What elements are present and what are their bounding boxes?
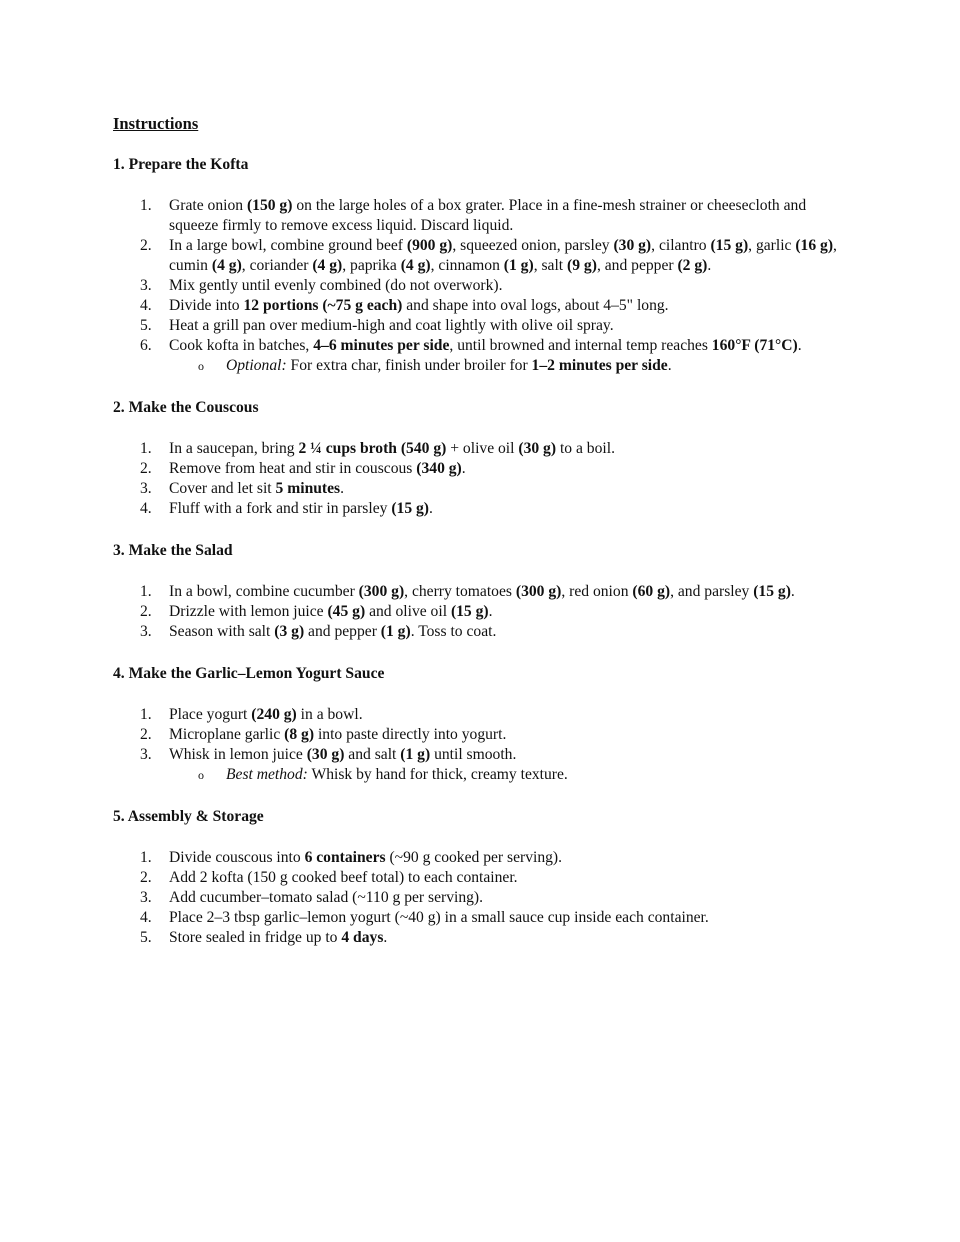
step-number: 3.	[140, 746, 152, 763]
bold-text: (15 g)	[450, 603, 489, 620]
step-item	[113, 908, 853, 928]
bold-text: (1 g)	[380, 623, 411, 640]
section-heading: 1. Prepare the Kofta	[113, 156, 249, 173]
step-item	[113, 848, 853, 868]
step-item	[113, 602, 853, 622]
step-text	[169, 909, 709, 926]
step-number: 2.	[140, 460, 152, 477]
page-title: Instructions	[113, 114, 199, 133]
step-text	[169, 460, 466, 477]
bold-text: 6 containers	[304, 849, 386, 866]
text-run: For extra char, finish under broiler for	[286, 357, 532, 374]
italic-text: Best method:	[226, 766, 308, 783]
step-text	[169, 603, 493, 620]
text-run: and shape into oval logs, about 4–5" long.	[402, 297, 669, 314]
step-text	[169, 849, 562, 866]
bold-text: 5 minutes	[275, 480, 341, 497]
bold-text: (30 g)	[306, 746, 345, 763]
section-heading: 5. Assembly & Storage	[113, 808, 264, 825]
step-item	[113, 336, 853, 376]
step-number: 4.	[140, 297, 152, 314]
bold-text: (15 g)	[710, 237, 749, 254]
bold-text: (1 g)	[400, 746, 431, 763]
bold-text: (900 g)	[406, 237, 453, 254]
text-run: Divide couscous into	[169, 849, 305, 866]
step-number: 4.	[140, 500, 152, 517]
step-item	[113, 196, 853, 236]
text-run: on the large holes of a box grater. Place in a fine-mesh strainer or cheesecloth and squeeze firmly to remove excess liquid. Discard liquid.	[169, 197, 807, 234]
step-item	[113, 459, 853, 479]
section-heading: 2. Make the Couscous	[113, 399, 259, 416]
step-item	[113, 705, 853, 725]
step-text	[169, 706, 363, 723]
bold-text: 4 days	[341, 929, 384, 946]
text-run: . Toss to coat.	[410, 623, 497, 640]
step-item	[113, 928, 853, 948]
step-item	[113, 479, 853, 499]
bold-text: (340 g)	[416, 460, 462, 477]
text-run: Add 2 kofta (150 g cooked beef total) to each container.	[169, 869, 518, 886]
text-run: .	[488, 603, 493, 620]
step-list	[113, 582, 853, 642]
bold-text: 2 ¼ cups broth (540 g)	[298, 440, 447, 457]
step-list	[113, 196, 853, 376]
text-run: In a bowl, combine cucumber	[169, 583, 359, 600]
step-item	[113, 868, 853, 888]
step-text	[169, 440, 615, 457]
bold-text: (150 g)	[246, 197, 293, 214]
text-run: (~90 g cooked per serving).	[385, 849, 563, 866]
step-number: 1.	[140, 706, 152, 723]
step-number: 5.	[140, 929, 152, 946]
text-run: Season with salt	[169, 623, 275, 640]
sub-bullet-item	[113, 765, 853, 785]
text-run: Cover and let sit	[169, 480, 276, 497]
step-number: 4.	[140, 909, 152, 926]
bold-text: (8 g)	[284, 726, 315, 743]
step-item	[113, 236, 853, 276]
text-run: , coriander	[241, 257, 313, 274]
text-run: , and parsley	[670, 583, 754, 600]
step-text	[169, 237, 837, 274]
step-list	[113, 848, 853, 948]
step-text	[169, 480, 344, 497]
text-run: Divide into	[169, 297, 244, 314]
text-run: and pepper	[304, 623, 381, 640]
sub-bullet-item	[113, 356, 853, 376]
bold-text: (60 g)	[632, 583, 671, 600]
text-run: and salt	[344, 746, 401, 763]
bullet-icon: o	[198, 768, 204, 782]
text-run: .	[707, 257, 712, 274]
text-run: Cook kofta in batches,	[169, 337, 314, 354]
step-text	[169, 746, 516, 763]
bold-text: (30 g)	[613, 237, 652, 254]
text-run: .	[797, 337, 802, 354]
bold-text: (1 g)	[503, 257, 534, 274]
text-run: .	[790, 583, 795, 600]
bold-text: (3 g)	[274, 623, 305, 640]
bullet-icon: o	[198, 359, 204, 373]
step-number: 3.	[140, 889, 152, 906]
bold-text: 4–6 minutes per side	[313, 337, 450, 354]
text-run: Drizzle with lemon juice	[169, 603, 328, 620]
section-heading: 4. Make the Garlic–Lemon Yogurt Sauce	[113, 665, 385, 682]
step-item	[113, 582, 853, 602]
step-text	[169, 500, 433, 517]
text-run: , garlic	[748, 237, 796, 254]
step-number: 2.	[140, 237, 152, 254]
step-list	[113, 439, 853, 519]
text-run: Heat a grill pan over medium-high and coat lightly with olive oil spray.	[169, 317, 614, 334]
bold-text: 12 portions (~75 g each)	[243, 297, 403, 314]
step-item	[113, 316, 853, 336]
step-number: 1.	[140, 849, 152, 866]
step-number: 1.	[140, 440, 152, 457]
step-number: 6.	[140, 337, 152, 354]
text-run: In a saucepan, bring	[169, 440, 299, 457]
step-item	[113, 499, 853, 519]
text-run: .	[340, 480, 344, 497]
bold-text: (240 g)	[251, 706, 297, 723]
step-number: 2.	[140, 869, 152, 886]
step-text	[169, 726, 506, 743]
step-text	[169, 197, 806, 234]
bold-text: (4 g)	[211, 257, 242, 274]
step-item	[113, 725, 853, 745]
text-run: into paste directly into yogurt.	[314, 726, 507, 743]
text-run: , cherry tomatoes	[404, 583, 516, 600]
step-item	[113, 296, 853, 316]
bold-text: (300 g)	[515, 583, 562, 600]
step-text	[169, 337, 802, 354]
bold-text: (9 g)	[567, 257, 597, 274]
text-run: , and pepper	[596, 257, 678, 274]
text-run: .	[383, 929, 388, 946]
step-number: 3.	[140, 623, 152, 640]
text-run: Place 2–3 tbsp garlic–lemon yogurt (~40 g) in a small sauce cup inside each container.	[169, 909, 709, 926]
text-run: Whisk in lemon juice	[169, 746, 307, 763]
text-run: Remove from heat and stir in couscous	[169, 460, 417, 477]
step-item	[113, 439, 853, 459]
bold-text: (15 g)	[753, 583, 791, 600]
text-run: Mix gently until evenly combined (do not overwork).	[169, 277, 503, 294]
step-text	[169, 297, 669, 314]
step-item	[113, 888, 853, 908]
text-run: .	[429, 500, 433, 517]
text-run: , paprika	[342, 257, 401, 274]
bold-text: (30 g)	[518, 440, 557, 457]
text-run: Whisk by hand for thick, creamy texture.	[307, 766, 568, 783]
step-number: 2.	[140, 726, 152, 743]
text-run: , squeezed onion, parsley	[452, 237, 614, 254]
text-run: , salt	[533, 257, 568, 274]
text-run: Add cucumber–tomato salad (~110 g per serving).	[169, 889, 484, 906]
step-number: 3.	[140, 277, 152, 294]
text-run: .	[461, 460, 466, 477]
text-run: Store sealed in fridge up to	[169, 929, 342, 946]
text-run: Grate onion	[169, 197, 247, 214]
bold-text: (4 g)	[400, 257, 431, 274]
step-list	[113, 705, 853, 785]
step-number: 2.	[140, 603, 152, 620]
section-heading: 3. Make the Salad	[113, 542, 233, 559]
step-text	[169, 623, 496, 640]
text-run: and olive oil	[365, 603, 451, 620]
step-text	[169, 869, 518, 886]
text-run: Microplane garlic	[169, 726, 285, 743]
text-run: Fluff with a fork and stir in parsley	[169, 500, 392, 517]
step-text	[169, 889, 483, 906]
bold-text: (45 g)	[327, 603, 366, 620]
step-text	[169, 317, 614, 334]
bold-text: (300 g)	[358, 583, 405, 600]
step-text	[169, 583, 795, 600]
step-item	[113, 745, 853, 785]
italic-text: Optional:	[226, 357, 287, 374]
step-number: 1.	[140, 583, 152, 600]
bold-text: (15 g)	[391, 500, 430, 517]
bold-text: (16 g)	[795, 237, 834, 254]
step-item	[113, 622, 853, 642]
text-run: to a boil.	[556, 440, 615, 457]
bold-text: 160°F (71°C)	[711, 337, 798, 354]
step-text	[169, 929, 387, 946]
text-run: Place yogurt	[169, 706, 252, 723]
text-run: .	[667, 357, 672, 374]
text-run: + olive oil	[446, 440, 519, 457]
text-run: , until browned and internal temp reaches	[449, 337, 712, 354]
step-item	[113, 276, 853, 296]
text-run: , red onion	[561, 583, 633, 600]
text-run: In a large bowl, combine ground beef	[169, 237, 407, 254]
bold-text: (4 g)	[312, 257, 343, 274]
bold-text: (2 g)	[677, 257, 708, 274]
bold-text: 1–2 minutes per side	[531, 357, 668, 374]
text-run: , cumin	[169, 237, 837, 274]
text-run: , cilantro	[651, 237, 711, 254]
text-run: , cinnamon	[430, 257, 504, 274]
text-run: until smooth.	[430, 746, 517, 763]
step-number: 1.	[140, 197, 152, 214]
step-number: 5.	[140, 317, 152, 334]
document-page	[113, 112, 853, 948]
step-text	[169, 277, 502, 294]
text-run: in a bowl.	[296, 706, 363, 723]
step-number: 3.	[140, 480, 152, 497]
sections-container	[113, 155, 853, 948]
